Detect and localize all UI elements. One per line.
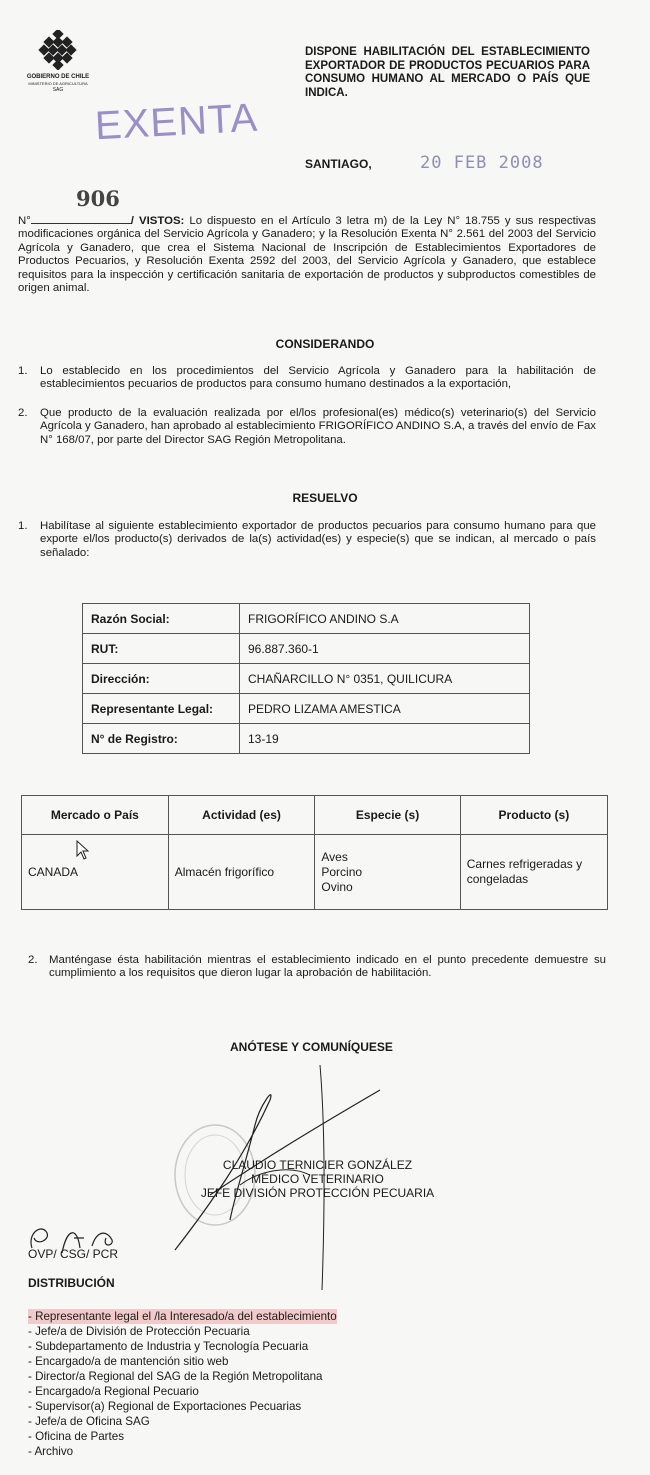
list-item: - Archivo [28, 1445, 74, 1458]
list-item: - Jefe/a de División de Protección Pecuaria [28, 1325, 250, 1338]
item-text: Lo establecido en los procedimientos del Servicio Agrícola y Ganadero para la habilitación de establecimientos pecuarios de productos para consumo humano destinados a la exportación, [40, 365, 596, 391]
number-blank-line [31, 223, 131, 224]
item-text: Habilítase al siguiente establecimiento exportador de productos pecuarios para consumo humano para que exporte el/los producto(s) derivados de la(s) actividad(es) y especie(s) que se indican, al mercado o país señalado: [40, 520, 596, 559]
resuelvo-title: RESUELVO [292, 491, 358, 505]
field-label: Dirección: [83, 664, 240, 694]
signer-title: MÉDICO VETERINARIO [251, 1172, 384, 1186]
logo-line-2: MINISTERIO DE AGRICULTURA [28, 81, 88, 86]
species-item: Aves [321, 849, 348, 864]
signer-block [190, 1158, 445, 1200]
table-row [22, 835, 608, 910]
list-item: - Encargado/a Regional Pecuario [28, 1385, 199, 1398]
table-row [83, 694, 530, 724]
activity-cell: Almacén frigorífico [168, 835, 315, 910]
resuelvo-item-2 [28, 954, 606, 981]
item-text: Manténgase ésta habilitación mientras el establecimiento indicado en el punto precedente demuestre su cumplimiento a los requisitos que dieron lugar la aprobación de habilitación. [49, 954, 606, 980]
vistos-label: / VISTOS: [130, 215, 185, 227]
column-header: Mercado o País [22, 796, 169, 835]
table-row [83, 664, 530, 694]
vistos-prefix: N° [18, 215, 31, 227]
field-label: N° de Registro: [83, 724, 240, 754]
item-number: 1. [18, 520, 28, 532]
field-label: RUT: [83, 634, 240, 664]
santiago-label: SANTIAGO, [305, 157, 372, 171]
mouse-pointer-icon [76, 840, 90, 860]
list-item: - Representante legal el /la Interesado/a del establecimiento [28, 1310, 337, 1323]
exenta-stamp: EXENTA [93, 95, 260, 149]
list-item: - Subdepartamento de Industria y Tecnología Pecuaria [28, 1340, 309, 1353]
typist-initials: OVP/ CSG/ PCR [28, 1247, 119, 1261]
closing-formula: ANÓTESE Y COMUNÍQUESE [230, 1040, 393, 1054]
item-number: 2. [18, 407, 28, 419]
signer-position: JEFE DIVISIÓN PROTECCIÓN PECUARIA [200, 1186, 435, 1200]
considerando-item-2 [18, 407, 596, 447]
table-row [83, 634, 530, 664]
document-title: DISPONE HABILITACIÓN DEL ESTABLECIMIENTO EXPORTADOR DE PRODUCTOS PECUARIOS PARA CONSUMO HUMANO AL MERCADO O PAÍS QUE INDICA. [305, 46, 590, 99]
date-stamp: 20 FEB 2008 [420, 153, 544, 173]
list-item: - Jefe/a de Oficina SAG [28, 1415, 150, 1428]
list-item: - Supervisor(a) Regional de Exportaciones Pecuarias [28, 1400, 302, 1413]
vistos-paragraph [18, 215, 596, 295]
market-table [21, 795, 608, 910]
species-item: Ovino [321, 879, 353, 894]
field-value: PEDRO LIZAMA AMESTICA [240, 694, 530, 724]
item-text: Que producto de la evaluación realizada por el/los profesional(es) médico(s) veterinario(s) del Servicio Agrícola y Ganadero, han aprobado al establecimiento FRIGORÍFICO ANDINO S.A, a través del envío de Fax N° 168/07, por parte del Director SAG Región Metropolitana. [40, 407, 596, 446]
product-cell: Carnes refrigeradas y congeladas [460, 835, 607, 910]
distribution-title: DISTRIBUCIÓN [28, 1276, 115, 1290]
government-logo-icon [36, 30, 80, 70]
signer-name: CLAUDIO TERNICIER GONZÁLEZ [222, 1158, 413, 1172]
table-row [83, 604, 530, 634]
table-row [83, 724, 530, 754]
list-item: - Director/a Regional del SAG de la Región Metropolitana [28, 1370, 323, 1383]
logo-line-3: SAG [52, 87, 64, 93]
vistos-text: Lo dispuesto en el Artículo 3 letra m) de la Ley N° 18.755 y sus respectivas modificaciones orgánica del Servicio Agrícola y Ganadero; y la Resolución Exenta N° 2.561 del 2003 del Servicio Agrícola y Ganadero, que crea el Sistema Nacional de Inscripción de Establecimientos Exportadores de Productos Pecuarios, y Resolución Exenta 2592 del 2003, del Servicio Agrícola y Ganadero, que establece requisitos para la inspección y certificación sanitaria de exportación de productos y subproductos comestibles de origen animal. [18, 215, 596, 295]
item-number: 1. [18, 365, 28, 377]
column-header: Especie (s) [315, 796, 460, 835]
field-value: FRIGORÍFICO ANDINO S.A [240, 604, 530, 634]
list-item: - Encargado/a de mantención sitio web [28, 1355, 229, 1368]
column-header: Actividad (es) [168, 796, 315, 835]
field-label: Representante Legal: [83, 694, 240, 724]
list-item: - Oficina de Partes [28, 1430, 125, 1443]
species-cell [315, 835, 460, 910]
market-cell: CANADA [22, 835, 169, 910]
field-value: 13-19 [240, 724, 530, 754]
field-value: 96.887.360-1 [240, 634, 530, 664]
table-header-row [22, 796, 608, 835]
considerando-item-1 [18, 365, 596, 392]
resuelvo-item-1 [18, 520, 596, 560]
establishment-table [82, 603, 530, 754]
item-number: 2. [28, 954, 38, 966]
species-item: Porcino [321, 864, 363, 879]
sag-logo [18, 30, 98, 93]
considerando-title: CONSIDERANDO [275, 337, 375, 351]
field-value: CHAÑARCILLO N° 0351, QUILICURA [240, 664, 530, 694]
field-label: Razón Social: [83, 604, 240, 634]
resolution-number: 906 [76, 186, 120, 211]
distribution-list [28, 1309, 337, 1459]
logo-line-1: GOBIERNO DE CHILE [26, 74, 90, 80]
column-header: Producto (s) [460, 796, 607, 835]
